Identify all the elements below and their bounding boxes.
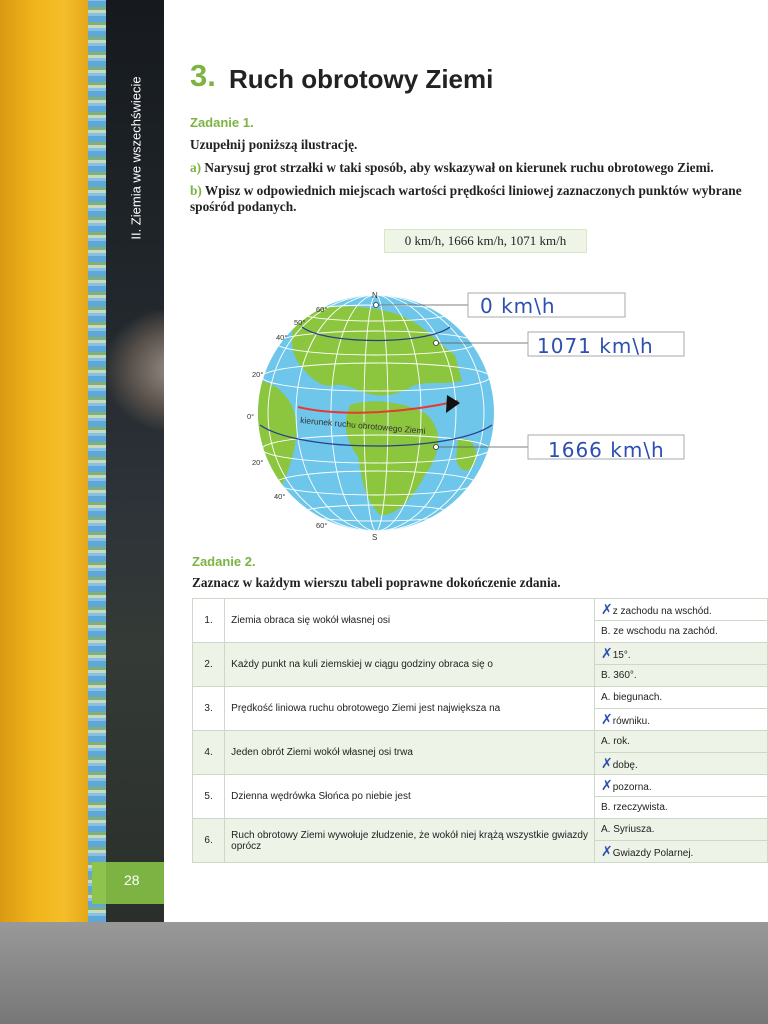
- option-a[interactable]: ✗z zachodu na wschód.: [595, 599, 768, 621]
- option-b[interactable]: ✗równiku.: [595, 709, 768, 731]
- table-row: [193, 819, 768, 841]
- option-a[interactable]: A. biegunach.: [595, 687, 768, 709]
- values-box: [384, 229, 587, 253]
- label-south: S: [372, 533, 378, 542]
- task1-instruction: Uzupełnij poniższą ilustrację.: [190, 137, 358, 152]
- handwritten-answer-3: 1666 km\h: [548, 438, 665, 462]
- lat-label: 0°: [247, 412, 255, 421]
- page-title: Ruch obrotowy Ziemi: [229, 64, 494, 94]
- table-row: [193, 687, 768, 709]
- arrow-label: kierunek ruchu obrotowego Ziemi: [299, 415, 426, 436]
- task2-heading: Zadanie 2.: [192, 554, 256, 569]
- row-statement: Dzienna wędrówka Słońca po niebie jest: [225, 775, 595, 819]
- label-north: N: [372, 291, 378, 300]
- row-number: 5.: [193, 775, 225, 819]
- row-statement: Jeden obrót Ziemi wokół własnej osi trwa: [225, 731, 595, 775]
- option-a[interactable]: A. Syriusza.: [595, 819, 768, 841]
- answer-table: [192, 598, 768, 863]
- page-number: 28: [124, 872, 140, 888]
- task1-part-a: [190, 160, 760, 176]
- lat-label: 20°: [252, 370, 264, 379]
- task1-b-text: Wpisz w odpowiednich miejscach wartości prędkości liniowej zaznaczonych punktów wybrane spośród podanych.: [190, 183, 742, 214]
- globe-illustration: [240, 285, 700, 547]
- table-row: [193, 731, 768, 753]
- row-number: 4.: [193, 731, 225, 775]
- task2-instruction: Zaznacz w każdym wierszu tabeli poprawne dokończenie zdania.: [192, 575, 561, 590]
- option-b[interactable]: B. rzeczywista.: [595, 797, 768, 819]
- point-equator: [434, 445, 439, 450]
- point-pole: [374, 303, 379, 308]
- scan-background: [0, 918, 768, 1024]
- section-title: [118, 58, 154, 258]
- handwritten-answer-1: 0 km\h: [480, 294, 556, 318]
- lat-label: 50°: [294, 318, 306, 327]
- check-mark-icon: ✗: [601, 645, 613, 662]
- book-cover-edge: [0, 0, 92, 922]
- values-text: 0 km/h, 1666 km/h, 1071 km/h: [404, 233, 567, 248]
- table-row: [193, 643, 768, 665]
- table-row: [193, 775, 768, 797]
- lat-label: 40°: [274, 492, 286, 501]
- row-number: 3.: [193, 687, 225, 731]
- section-title-text: II. Ziemia we wszechświecie: [128, 76, 144, 240]
- row-statement: Każdy punkt na kuli ziemskiej w ciągu godziny obraca się o: [225, 643, 595, 687]
- task1-part-b: [190, 183, 750, 215]
- check-mark-icon: ✗: [601, 755, 613, 772]
- table-row: [193, 599, 768, 621]
- option-b[interactable]: ✗dobę.: [595, 753, 768, 775]
- task1-a-text: Narysuj grot strzałki w taki sposób, aby wskazywał on kierunek ruchu obrotowego Ziemi.: [204, 160, 714, 175]
- task1-b-label: b): [190, 183, 202, 198]
- check-mark-icon: ✗: [601, 843, 613, 860]
- option-b[interactable]: B. 360°.: [595, 665, 768, 687]
- handwritten-answer-2: 1071 km\h: [537, 334, 654, 358]
- page-tab-stripe: [92, 862, 106, 904]
- option-a[interactable]: A. rok.: [595, 731, 768, 753]
- option-b[interactable]: B. ze wschodu na zachód.: [595, 621, 768, 643]
- option-b[interactable]: ✗Gwiazdy Polarnej.: [595, 841, 768, 863]
- task1-heading: Zadanie 1.: [190, 115, 254, 130]
- planet-illustration: [106, 310, 164, 430]
- row-number: 2.: [193, 643, 225, 687]
- check-mark-icon: ✗: [601, 777, 613, 794]
- lat-label: 60°: [316, 521, 328, 530]
- book-page-edges: [88, 0, 106, 922]
- row-statement: Ziemia obraca się wokół własnej osi: [225, 599, 595, 643]
- check-mark-icon: ✗: [601, 601, 613, 618]
- option-a[interactable]: ✗15°.: [595, 643, 768, 665]
- point-mid: [434, 341, 439, 346]
- lat-label: 60°: [316, 305, 328, 314]
- row-number: 6.: [193, 819, 225, 863]
- row-number: 1.: [193, 599, 225, 643]
- task1-a-label: a): [190, 160, 202, 175]
- option-a[interactable]: ✗pozorna.: [595, 775, 768, 797]
- row-statement: Prędkość liniowa ruchu obrotowego Ziemi jest największa na: [225, 687, 595, 731]
- lat-label: 20°: [252, 458, 264, 467]
- lat-label: 40°: [276, 333, 288, 342]
- chapter-number: 3.: [190, 58, 216, 93]
- check-mark-icon: ✗: [601, 711, 613, 728]
- row-statement: Ruch obrotowy Ziemi wywołuje złudzenie, że wokół niej krążą wszystkie gwiazdy oprócz: [225, 819, 595, 863]
